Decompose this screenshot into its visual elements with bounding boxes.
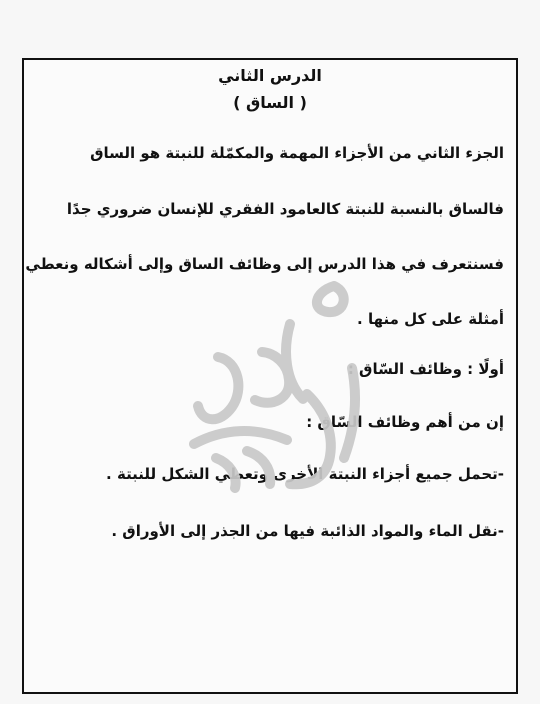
paragraph-line-2: فالساق بالنسبة للنبتة كالعامود الفقري للإنسان ضروري جدًا [66,200,504,218]
section-intro: إن من أهم وظائف السّاق : [306,413,504,431]
lesson-title: الدرس الثاني [218,66,322,85]
bullet-line-1: -تحمل جميع أجزاء النبتة الأخرى وتعطي الشكل للنبتة . [106,465,504,483]
section-heading: أولًا : وظائف السّاق : [347,360,504,378]
paragraph-line-1: الجزء الثاني من الأجزاء المهمة والمكمّلة للنبتة هو الساق [90,144,504,162]
paragraph-line-3: فسنتعرف في هذا الدرس إلى وظائف الساق وإلى أشكاله ونعطي [25,255,504,273]
lesson-subtitle: ( الساق ) [233,93,307,112]
bullet-line-2: -نقل الماء والمواد الذائبة فيها من الجذر إلى الأوراق . [111,522,504,540]
paragraph-line-4: أمثلة على كل منها . [357,310,504,328]
document-page [22,58,518,694]
